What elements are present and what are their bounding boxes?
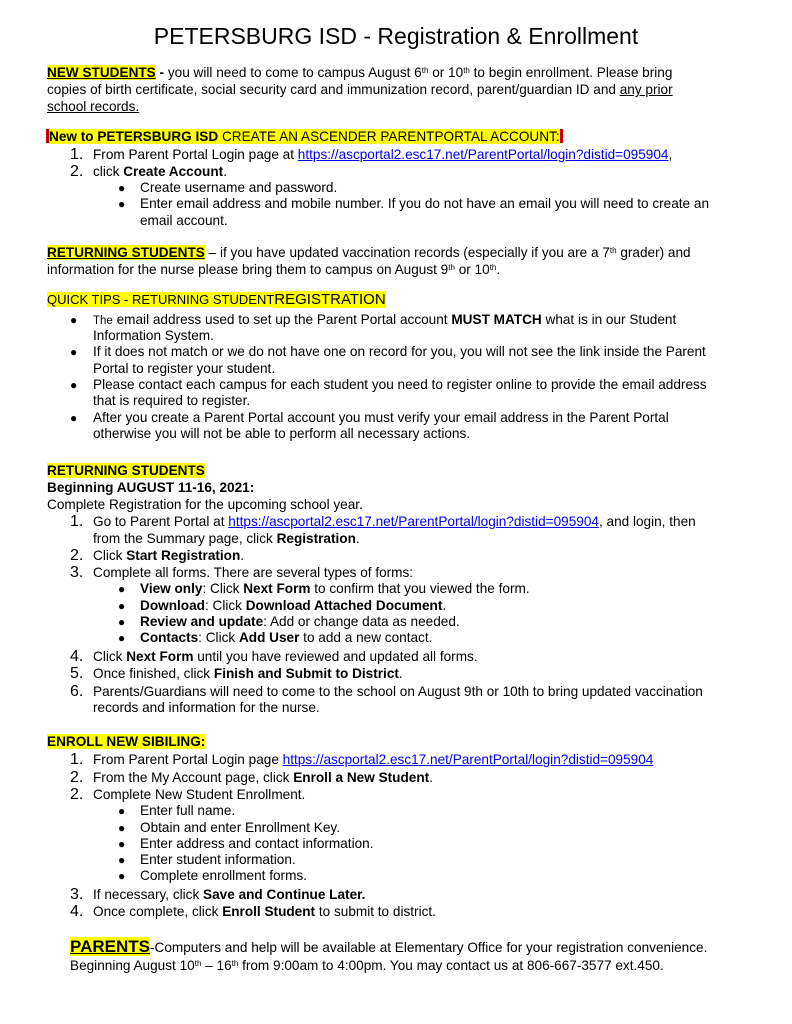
red-marker <box>560 129 563 143</box>
bullet-icon: ● <box>118 804 126 818</box>
tip-1: The email address used to set up the Parent Portal account MUST MATCH what is in our Student <box>93 312 677 327</box>
list-item: Enter full name. <box>140 803 236 818</box>
bullet-icon: ● <box>118 837 126 851</box>
new-students-line2: copies of birth certificate, social security card and immunization record, parent/guardian ID and any prior <box>47 82 673 97</box>
returning-note-line1: RETURNING STUDENTS – if you have updated vaccination records (especially if you are a 7th grader) and <box>47 245 691 260</box>
sibling-step-1: From Parent Portal Login page https://ascportal2.esc17.net/ParentPortal/login?distid=095904 <box>93 752 654 767</box>
sibling-step-3: Complete New Student Enrollment. <box>93 787 306 802</box>
sibling-step-2: From the My Account page, click Enroll a New Student. <box>93 770 433 785</box>
list-item: Enter address and contact information. <box>140 836 374 851</box>
bullet-icon: ● <box>118 615 126 629</box>
new-students-label: NEW STUDENTS <box>47 65 156 80</box>
new-to-isd-step-2: click Create Account. <box>93 164 227 179</box>
list-item: Enter student information. <box>140 852 296 867</box>
bullet-icon: ● <box>118 821 126 835</box>
returning-step-1: Go to Parent Portal at https://ascportal2.esc17.net/ParentPortal/login?distid=095904, and login, then <box>93 514 696 529</box>
returning-students-label: RETURNING STUDENTS <box>47 245 205 260</box>
returning-heading: RETURNING STUDENTS <box>47 463 205 478</box>
parents-line2: Beginning August 10th – 16th from 9:00am to 4:00pm. You may contact us at 806-667-3577 ext.450. <box>70 958 664 973</box>
document-page: PETERSBURG ISD - Registration & Enrollment NEW STUDENTS - you will need to come to campus August 6th or 10th to begin enrollment. Please bring copies of birth certificate, social security card and immunization record, parent/guardian ID and any prior school records. New to PETERSBURG ISD CREATE AN ASCENDER PARENTPORTAL ACCOUNT: 1. From Parent Portal Login page at https://ascportal2.esc17.net/ParentPortal/login?distid=095904, 2. click Create Account. ● Create username and password. ● Enter email address and mobile number. If you do not have an email you will need to create an email account. RETURNING STUDENTS – if you have updated vaccination records (especially if you are a 7th grader) and information for the nurse please bring them to campus on August 9th or 10th. QUICK TIPS - RETURNING STUDENTREGISTRATION ● The email address used to set up the Parent Portal account MUST MATCH what is in our Student Information System. ● If it does not match or we do not have one on record for you, you will not see the link inside the Parent Portal to register your student. ● Please contact each campus for each student you need to register online to provide the email address that is required to register. ● After you create a Parent Portal account you must verify your email address in the Parent Portal otherwise you will not be able to perform all necessary actions. RETURNING STUDENTS Beginning AUGUST 11-16, 2021: Complete Registration for the upcoming school year. 1. Go to Parent Portal at https://ascportal2.esc17.net/ParentPortal/login?distid=095904, and login, then from the Summary page, click Registration. 2. Click Start Registration. 3. Complete all forms. There are several types of forms: ● View only: Click Next Form to confirm that you viewed the form. ● Download: Click Download Attached Document. ● Review and update: Add or change data as needed. ● Contacts: Click Add User to add a new contact. 4. Click Next Form until you have reviewed and updated all forms. 5. Once finished, click Finish and Submit to District. 6. Parents/Guardians will need to come to the school on August 9th or 10th to bring updated vaccination records and information for the nurse. ENROLL NEW SIBILING: 1. From Parent Portal Login page https://ascportal2.esc17.net/ParentPortal/login?distid=095904 2. From the My Account page, click Enroll a New Student. 2. Complete New Student Enrollment. ● Enter full name. ● Obtain and enter Enrollment Key. ● Enter address and contact information. ● Enter student information. ● Complete enrollment forms. 3. If necessary, click Save and Continue Later. 4. Once complete, click Enroll Student to submit to district. PARENTS-Computers and help will be available at Elementary Office for your registration convenience. Beginning August 10th – 16th from 9:00am to 4:00pm. You may contact us at 806-667-3577 ext.450. <box>0 0 792 1024</box>
returning-note-line2: information for the nurse please bring them to campus on August 9th or 10th. <box>47 262 501 277</box>
form-type: Contacts: Click Add User to add a new contact. <box>140 630 433 645</box>
bullet-icon: ● <box>118 582 126 596</box>
returning-step-4: Click Next Form until you have reviewed and updated all forms. <box>93 649 478 664</box>
bullet-icon: ● <box>118 197 126 211</box>
parent-portal-link[interactable]: https://ascportal2.esc17.net/ParentPortal/login?distid=095904 <box>297 147 669 162</box>
bullet-icon: ● <box>118 599 126 613</box>
page-title: PETERSBURG ISD - Registration & Enrollment <box>153 23 639 49</box>
sibling-heading: ENROLL NEW SIBILING: <box>47 734 206 749</box>
list-item: Complete enrollment forms. <box>140 868 307 883</box>
quick-tips-heading: QUICK TIPS - RETURNING STUDENTREGISTRATION <box>47 291 386 308</box>
new-students-line1: NEW STUDENTS - you will need to come to campus August 6th or 10th to begin enrollment. Please bring <box>47 65 673 80</box>
bullet-icon: ● <box>118 869 126 883</box>
form-type: View only: Click Next Form to confirm that you viewed the form. <box>140 581 530 596</box>
bullet-icon: ● <box>118 853 126 867</box>
list-item: Obtain and enter Enrollment Key. <box>140 820 340 835</box>
bullet-icon: ● <box>70 345 78 359</box>
list-item-continued: email account. <box>140 213 228 228</box>
new-to-isd-heading: New to PETERSBURG ISD CREATE AN ASCENDER PARENTPORTAL ACCOUNT: <box>46 129 563 146</box>
returning-step-6: Parents/Guardians will need to come to the school on August 9th or 10th to bring updated vaccination <box>93 684 703 699</box>
sibling-step-5: Once complete, click Enroll Student to submit to district. <box>93 904 436 919</box>
bullet-icon: ● <box>118 181 126 195</box>
returning-beginning: Beginning AUGUST 11-16, 2021: <box>47 480 255 495</box>
tip-2: If it does not match or we do not have one on record for you, you will not see the link inside the Parent <box>93 344 706 359</box>
new-to-isd-step-1: From Parent Portal Login page at https://ascportal2.esc17.net/ParentPortal/login?distid=095904, <box>93 147 673 162</box>
returning-step-5: Once finished, click Finish and Submit to District. <box>93 666 403 681</box>
new-students-line3: school records. <box>47 99 140 114</box>
bullet-icon: ● <box>118 631 126 645</box>
tip-4: After you create a Parent Portal account you must verify your email address in the Parent Portal <box>93 410 669 425</box>
parent-portal-link[interactable]: https://ascportal2.esc17.net/ParentPortal/login?distid=095904 <box>228 514 599 529</box>
bullet-icon: ● <box>70 313 78 327</box>
form-type: Review and update: Add or change data as needed. <box>140 614 460 629</box>
tip-3: Please contact each campus for each student you need to register online to provide the email address <box>93 377 707 392</box>
bullet-icon: ● <box>70 378 78 392</box>
returning-step-3: Complete all forms. There are several types of forms: <box>93 565 414 580</box>
sibling-step-4: If necessary, click Save and Continue Later. <box>93 887 366 902</box>
form-type: Download: Click Download Attached Document. <box>140 598 447 613</box>
parent-portal-link[interactable]: https://ascportal2.esc17.net/ParentPortal/login?distid=095904 <box>282 752 654 767</box>
returning-intro: Complete Registration for the upcoming school year. <box>47 497 363 512</box>
parents-label: PARENTS <box>70 937 150 956</box>
list-item: Enter email address and mobile number. If you do not have an email you will need to create an <box>140 196 710 211</box>
bullet-icon: ● <box>70 411 78 425</box>
returning-step-2: Click Start Registration. <box>93 548 245 563</box>
parents-line1: PARENTS-Computers and help will be available at Elementary Office for your registration convenience. <box>70 937 708 956</box>
list-item: Create username and password. <box>140 180 338 195</box>
